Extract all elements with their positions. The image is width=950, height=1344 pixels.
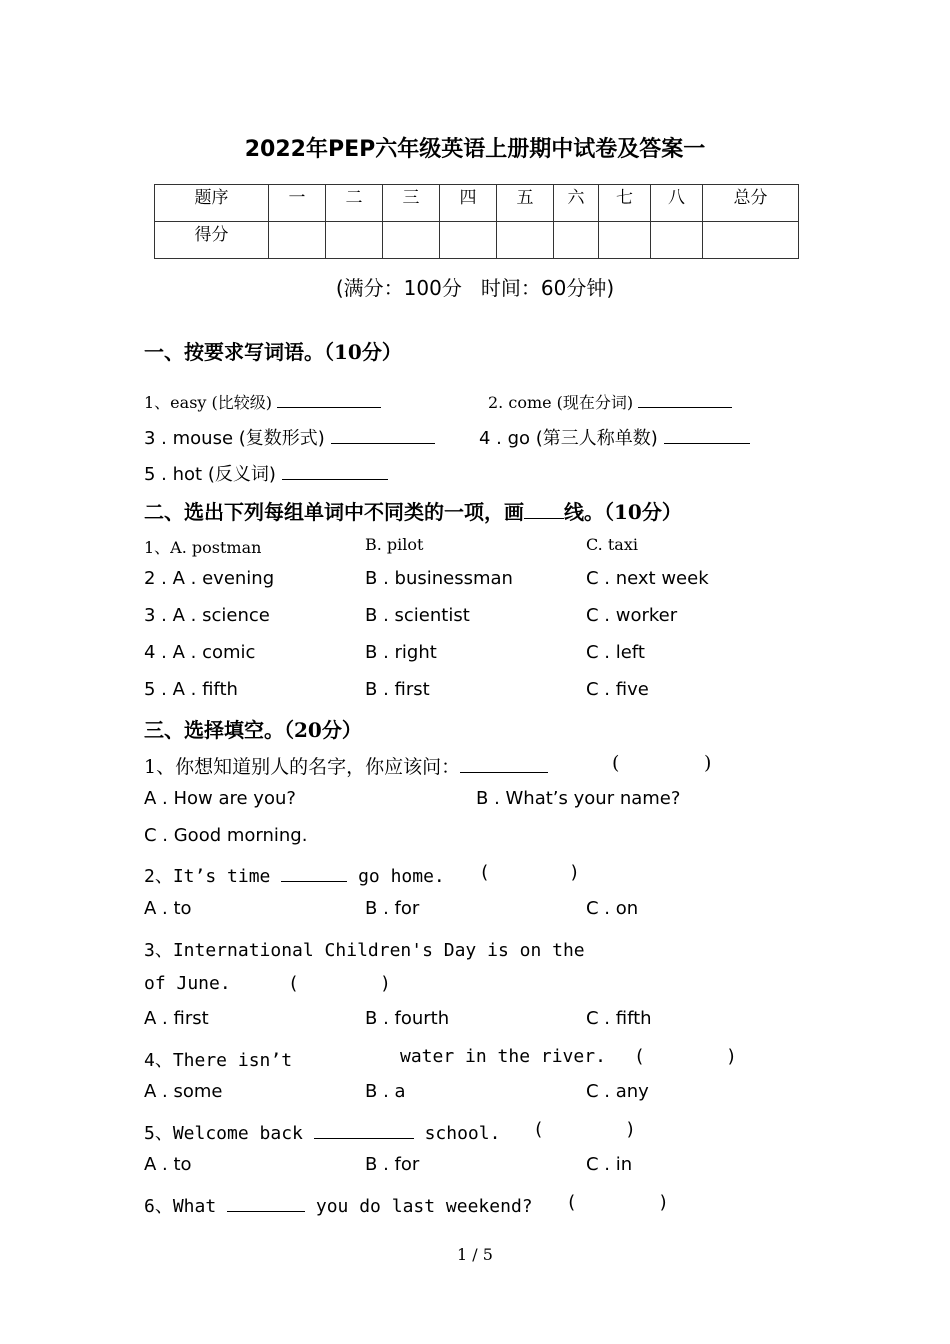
underline-mark (524, 500, 564, 519)
header-cell: 题序 (155, 185, 269, 222)
q5-option-b[interactable]: B . for (365, 1154, 420, 1175)
q1-option-b[interactable]: B . What’s your name? (476, 788, 681, 809)
page-title: 2022年PEP六年级英语上册期中试卷及答案一 (244, 137, 706, 162)
score-cell[interactable] (703, 222, 799, 259)
q5-option-a[interactable]: A . to (144, 1154, 192, 1175)
item-text: 2. come (现在分词) (488, 393, 634, 412)
section3-title: 三、选择填空。（20分） (144, 718, 362, 742)
answer-blank[interactable] (281, 865, 347, 882)
q6-paren-open: ( (566, 1192, 577, 1213)
q4-option-a[interactable]: A . some (144, 1081, 223, 1102)
q3-line2: of June. (144, 973, 231, 994)
q6-stem (144, 1192, 533, 1218)
score-cell[interactable] (651, 222, 703, 259)
stem-text: go home. (358, 866, 445, 887)
answer-blank[interactable] (282, 463, 388, 480)
header-cell: 六 (554, 185, 599, 222)
q6-paren-close: ) (658, 1192, 669, 1213)
header-cell: 四 (440, 185, 497, 222)
header-cell: 七 (599, 185, 651, 222)
q2-option-a[interactable]: A . to (144, 898, 192, 919)
header-cell: 一 (269, 185, 326, 222)
q1-stem (144, 752, 548, 779)
title-part: 线。（10分） (564, 500, 682, 524)
s2-row-4-b: B . right (365, 642, 437, 663)
answer-blank[interactable] (277, 391, 381, 408)
q3-paren-open: ( (288, 973, 299, 994)
q5-option-c[interactable]: C . in (586, 1154, 633, 1175)
s1-item-3 (144, 424, 435, 450)
item-text: 3 . mouse (复数形式) (144, 428, 325, 449)
s2-row-3-a: 3 . A . science (144, 605, 270, 626)
s2-row-4-c: C . left (586, 642, 645, 663)
page-number: 1 / 5 (457, 1245, 493, 1264)
q4-stem-a: 4、There isn’t (144, 1050, 293, 1071)
header-cell: 三 (383, 185, 440, 222)
score-cell[interactable] (269, 222, 326, 259)
stem-text: you do last weekend? (315, 1196, 533, 1217)
answer-blank[interactable] (664, 427, 750, 444)
header-cell: 五 (497, 185, 554, 222)
s2-row-5-b: B . first (365, 679, 430, 700)
section1-title: 一、按要求写词语。（10分） (144, 340, 402, 364)
q3-paren-close: ) (380, 973, 391, 994)
s1-item-5 (144, 460, 388, 486)
header-cell: 二 (326, 185, 383, 222)
s2-row-1-c: C. taxi (586, 535, 638, 554)
s1-item-2 (488, 390, 732, 413)
s2-row-1-a: 1、A. postman (144, 538, 262, 557)
q5-paren-open: ( (533, 1119, 544, 1140)
q5-paren-close: ) (625, 1119, 636, 1140)
score-cell[interactable] (497, 222, 554, 259)
q1-option-a[interactable]: A . How are you? (144, 788, 296, 809)
answer-blank[interactable] (460, 756, 548, 773)
answer-blank[interactable] (314, 1122, 414, 1139)
score-table (154, 184, 799, 259)
title-part: 二、选出下列每组单词中不同类的一项，画 (144, 500, 524, 524)
item-text: 1、easy (比较级) (144, 393, 273, 412)
score-cell[interactable] (599, 222, 651, 259)
s2-row-1-b: B. pilot (365, 535, 424, 554)
s1-item-4 (479, 424, 750, 450)
s1-item-1 (144, 390, 381, 413)
header-cell: 八 (651, 185, 703, 222)
q4-stem-b: water in the river. (400, 1046, 606, 1067)
q5-stem (144, 1119, 500, 1145)
q3-line1: 3、International Children's Day is on the (144, 940, 585, 961)
q2-option-b[interactable]: B . for (365, 898, 420, 919)
stem-text: 6、What (144, 1196, 217, 1217)
stem-text: school. (424, 1123, 501, 1144)
q4-paren-close: ) (726, 1046, 737, 1067)
stem-text: 5、Welcome back (144, 1123, 303, 1144)
q4-paren-open: ( (634, 1046, 645, 1067)
answer-blank[interactable] (331, 427, 435, 444)
exam-info: (满分：100分 时间：60分钟) (335, 276, 615, 300)
q3-option-c[interactable]: C . fifth (586, 1008, 652, 1029)
s2-row-5-c: C . five (586, 679, 649, 700)
stem-text: 1、你想知道别人的名字，你应该问： (144, 756, 461, 778)
q1-paren-close: ) (704, 752, 712, 774)
row-label: 得分 (155, 222, 269, 259)
answer-blank[interactable] (638, 391, 732, 408)
section2-title (144, 496, 682, 525)
score-cell[interactable] (440, 222, 497, 259)
score-cell[interactable] (554, 222, 599, 259)
score-cell[interactable] (326, 222, 383, 259)
s2-row-5-a: 5 . A . fifth (144, 679, 238, 700)
q2-stem (144, 862, 445, 888)
q3-option-a[interactable]: A . first (144, 1008, 209, 1029)
item-text: 4 . go (第三人称单数) (479, 428, 658, 449)
q4-option-b[interactable]: B . a (365, 1081, 406, 1102)
q2-paren-close: ) (569, 862, 580, 883)
score-cell[interactable] (383, 222, 440, 259)
q2-option-c[interactable]: C . on (586, 898, 639, 919)
score-table-header-row (155, 185, 799, 222)
q1-paren-open: ( (612, 752, 620, 774)
q3-option-b[interactable]: B . fourth (365, 1008, 450, 1029)
q1-option-c[interactable]: C . Good morning. (144, 825, 308, 846)
q2-paren-open: ( (479, 862, 490, 883)
item-text: 5 . hot (反义词) (144, 464, 276, 485)
stem-text: 2、It’s time (144, 866, 271, 887)
s2-row-2-c: C . next week (586, 568, 709, 589)
s2-row-2-b: B . businessman (365, 568, 513, 589)
s2-row-3-b: B . scientist (365, 605, 470, 626)
q4-option-c[interactable]: C . any (586, 1081, 649, 1102)
header-cell: 总分 (703, 185, 799, 222)
score-table-score-row (155, 222, 799, 259)
answer-blank[interactable] (227, 1195, 305, 1212)
s2-row-2-a: 2 . A . evening (144, 568, 275, 589)
s2-row-4-a: 4 . A . comic (144, 642, 256, 663)
s2-row-3-c: C . worker (586, 605, 678, 626)
